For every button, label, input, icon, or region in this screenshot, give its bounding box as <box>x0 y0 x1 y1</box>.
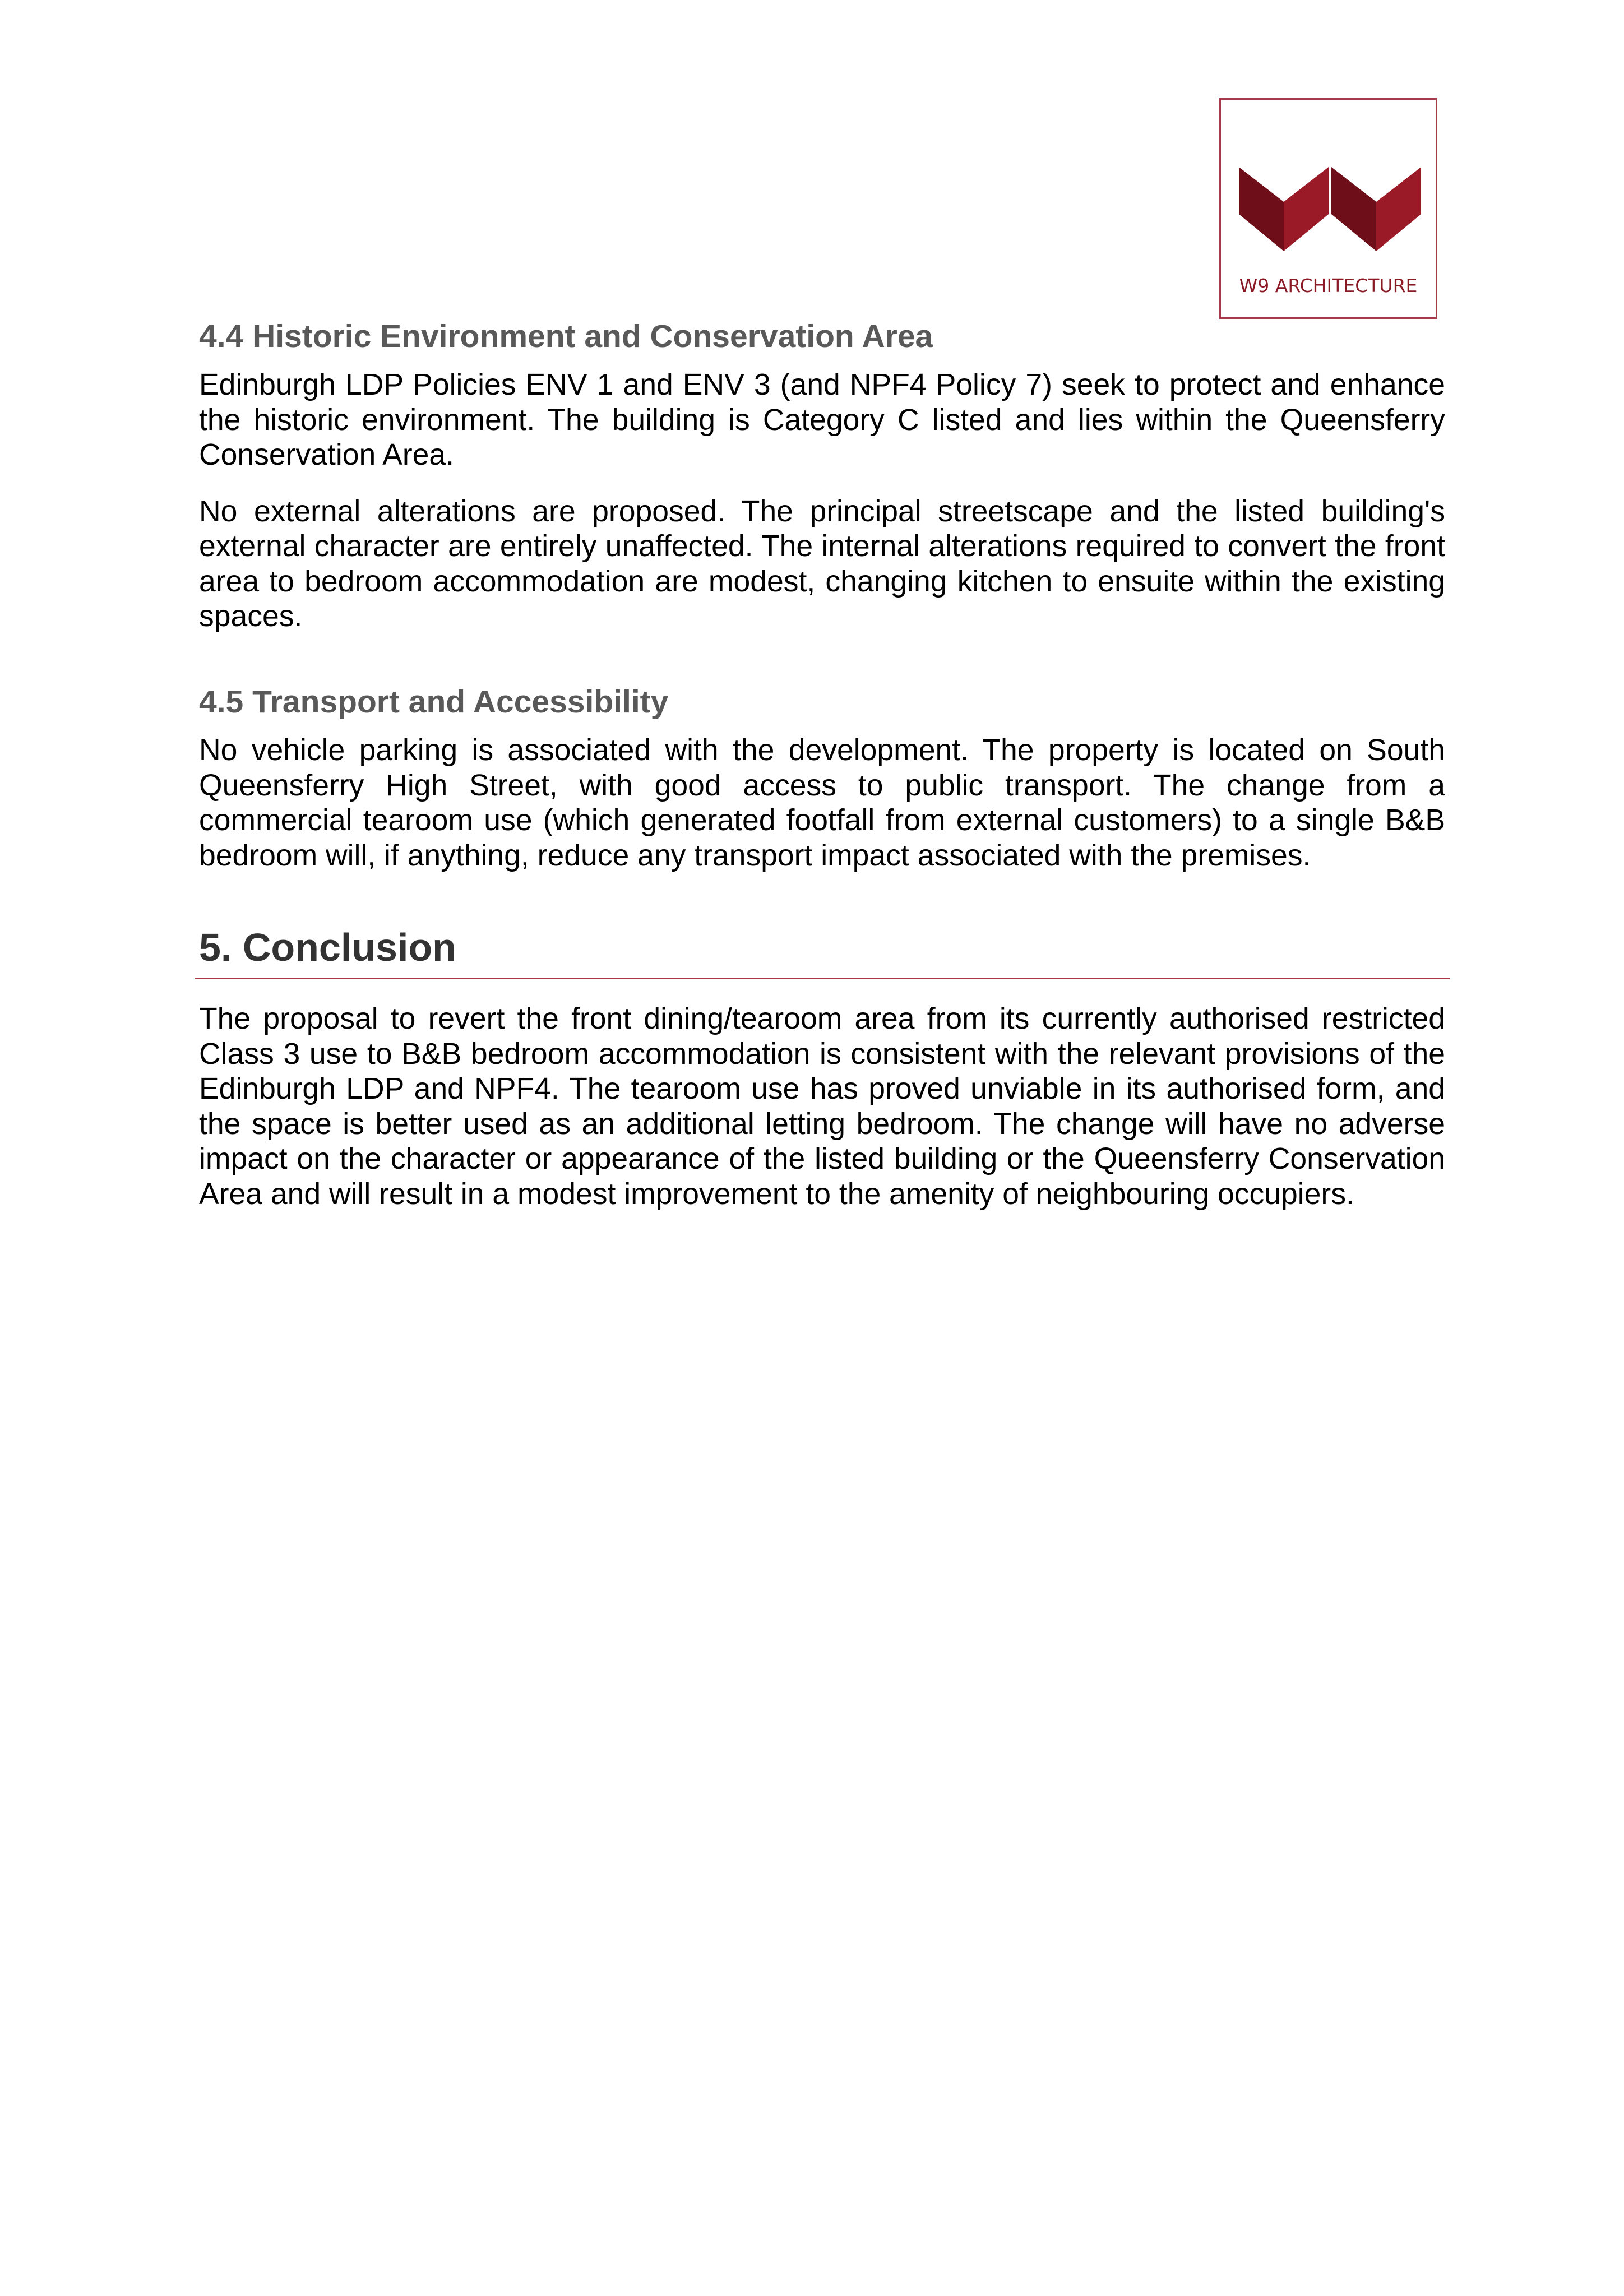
section-4-5-paragraph-1: No vehicle parking is associated with the development. The property is located on South Queensferry High Street, with good access to public transport. The change from a commercial tearoom use (which generated footfall from external customers) to a single B&B bedroom will, if anything, reduce any transport impact associated with the premises. <box>199 734 1445 872</box>
company-logo <box>1219 98 1437 319</box>
section-heading-4-5: 4.5 Transport and Accessibility <box>199 683 669 720</box>
heading-divider <box>195 978 1450 979</box>
section-5-paragraph-1: The proposal to revert the front dining/tearoom area from its currently authorised restricted Class 3 use to B&B bedroom accommodation is consistent with the relevant provisions of the Edinburgh LDP and NPF4. The tearoom use has proved unviable in its authorised form, and the space is better used as an additional letting bedroom. The change will have no adverse impact on the character or appearance of the listed building or the Queensferry Conservation Area and will result in a modest improvement to the amenity of neighbouring occupiers. <box>199 1002 1445 1211</box>
section-heading-4-4: 4.4 Historic Environment and Conservation Area <box>199 318 933 354</box>
section-4-4-paragraph-1: Edinburgh LDP Policies ENV 1 and ENV 3 (and NPF4 Policy 7) seek to protect and enhance the historic environment. The building is Category C listed and lies within the Queensferry Conservation Area. <box>199 368 1445 472</box>
logo-text: W9 ARCHITECTURE <box>1239 275 1418 297</box>
section-4-4-paragraph-2: No external alterations are proposed. The principal streetscape and the listed building's external character are entirely unaffected. The internal alterations required to convert the front area to bedroom accommodation are modest, changing kitchen to ensuite within the existing spaces. <box>199 494 1445 633</box>
section-heading-5: 5. Conclusion <box>199 925 456 970</box>
document-body <box>199 317 1445 1212</box>
w9-logo-mark-icon <box>1239 167 1421 251</box>
